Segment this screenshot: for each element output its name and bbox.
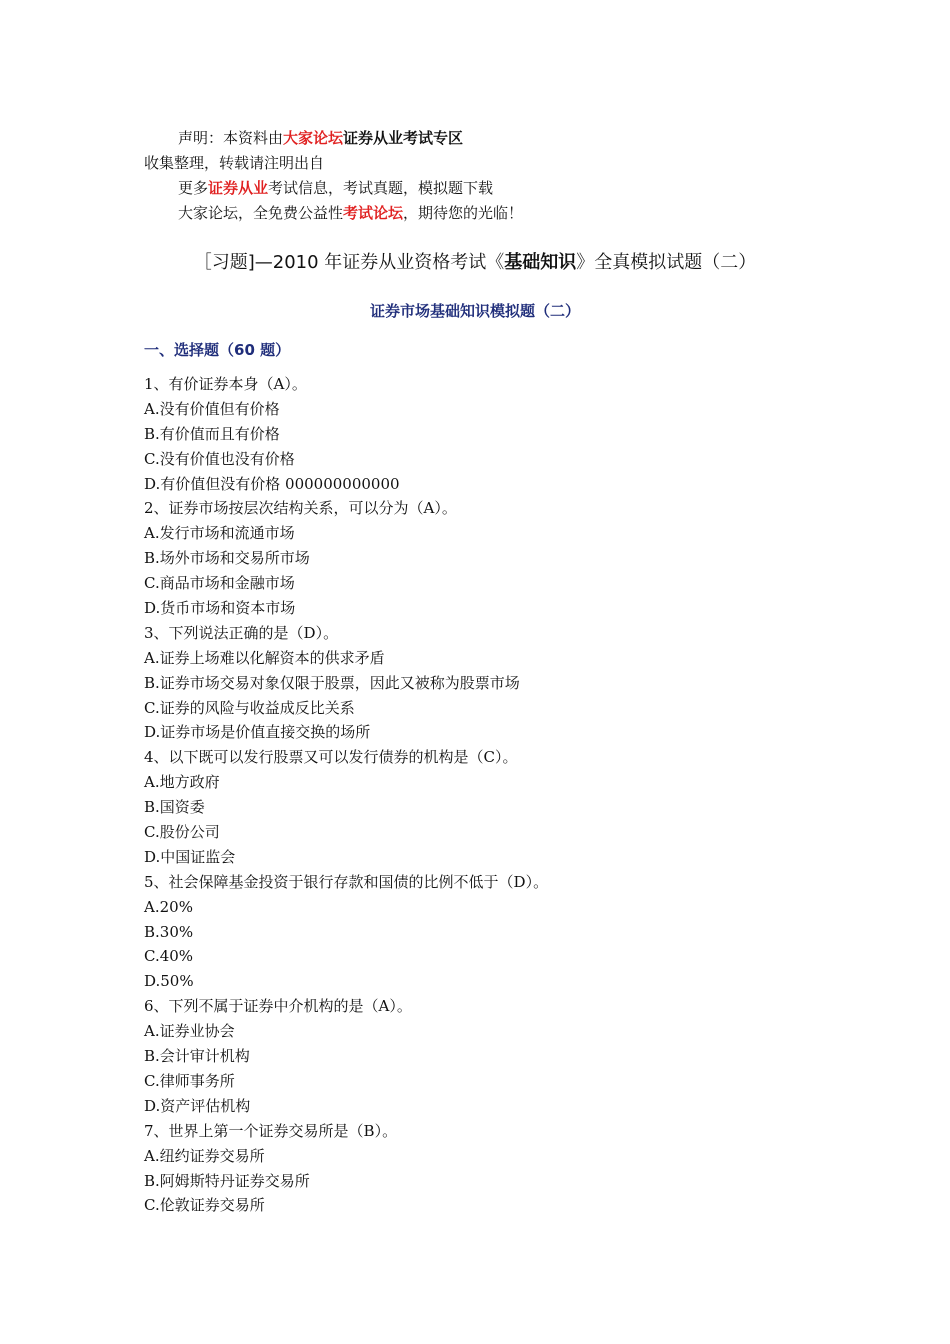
option-item: B.证券市场交易对象仅限于股票，因此又被称为股票市场 [144,673,520,692]
statement-line-1 [178,128,463,148]
statement-zone: 证券从业考试专区 [343,129,464,147]
statement-text: 更多 [178,179,209,197]
option-item: D.货币市场和资本市场 [144,599,296,618]
option-item: B.国资委 [144,798,205,817]
option-item: A.发行市场和流通市场 [144,524,295,543]
section-heading: 一、选择题（60 题） [144,341,291,359]
option-item: B.30% [144,922,194,941]
statement-text: 大家论坛，全免费公益性 [178,204,344,222]
option-item: A.纽约证券交易所 [144,1146,265,1165]
statement-line-2 [144,153,324,173]
question-item: 7、世界上第一个证券交易所是（B）。 [144,1121,398,1140]
option-item: C.没有价值也没有价格 [144,449,295,468]
option-item: A.地方政府 [144,773,220,792]
statement-line-4 [178,203,523,223]
option-item: C.律师事务所 [144,1071,235,1090]
title-text: 》全真模拟试题（二） [576,252,757,273]
option-item: B.有价值而且有价格 [144,424,280,443]
option-item: D.50% [144,972,194,991]
option-item: D.资产评估机构 [144,1096,251,1115]
option-item: B.会计审计机构 [144,1047,250,1066]
option-item: D.有价值但没有价格 000000000000 [144,474,400,493]
question-item: 5、社会保障基金投资于银行存款和国债的比例不低于（D）。 [144,872,549,891]
option-item: B.场外市场和交易所市场 [144,549,310,568]
option-item: B.阿姆斯特丹证券交易所 [144,1171,310,1190]
forum-name-highlight: 大家论坛 [283,129,344,147]
question-item: 3、下列说法正确的是（D）。 [144,623,339,642]
statement-text: 考试信息，考试真题，模拟题下载 [268,179,494,197]
exam-highlight: 证券从业 [208,179,269,197]
option-item: D.证券市场是价值直接交换的场所 [144,723,371,742]
statement-text: 声明：本资料由 [178,129,284,147]
question-list [144,372,548,1218]
statement-text: 收集整理，转载请注明出自 [144,154,325,172]
title-text: ［习题]—2010 年证券从业资格考试《 [193,252,505,273]
option-item: D.中国证监会 [144,847,236,866]
option-item: A.没有价值但有价格 [144,399,280,418]
question-item: 1、有价证券本身（A）。 [144,375,307,393]
title-bold-text: 基础知识 [504,252,577,273]
option-item: C.伦敦证券交易所 [144,1196,265,1215]
option-item: A.证券上场难以化解资本的供求矛盾 [144,648,385,667]
document-title [0,251,950,275]
option-item: A.20% [144,897,193,916]
question-item: 6、下列不属于证券中介机构的是（A）。 [144,997,412,1016]
option-item: C.证券的风险与收益成反比关系 [144,698,355,717]
question-item: 4、以下既可以发行股票又可以发行债券的机构是（C）。 [144,748,518,767]
statement-line-3 [178,178,493,198]
option-item: C.股份公司 [144,823,220,842]
statement-text: ，期待您的光临！ [403,204,524,222]
forum-highlight: 考试论坛 [343,204,404,222]
option-item: C.40% [144,947,194,966]
option-item: C.商品市场和金融市场 [144,574,295,593]
option-item: A.证券业协会 [144,1022,235,1041]
document-subtitle: 证券市场基础知识模拟题（二） [369,302,580,320]
question-item: 2、证券市场按层次结构关系，可以分为（A）。 [144,499,457,518]
